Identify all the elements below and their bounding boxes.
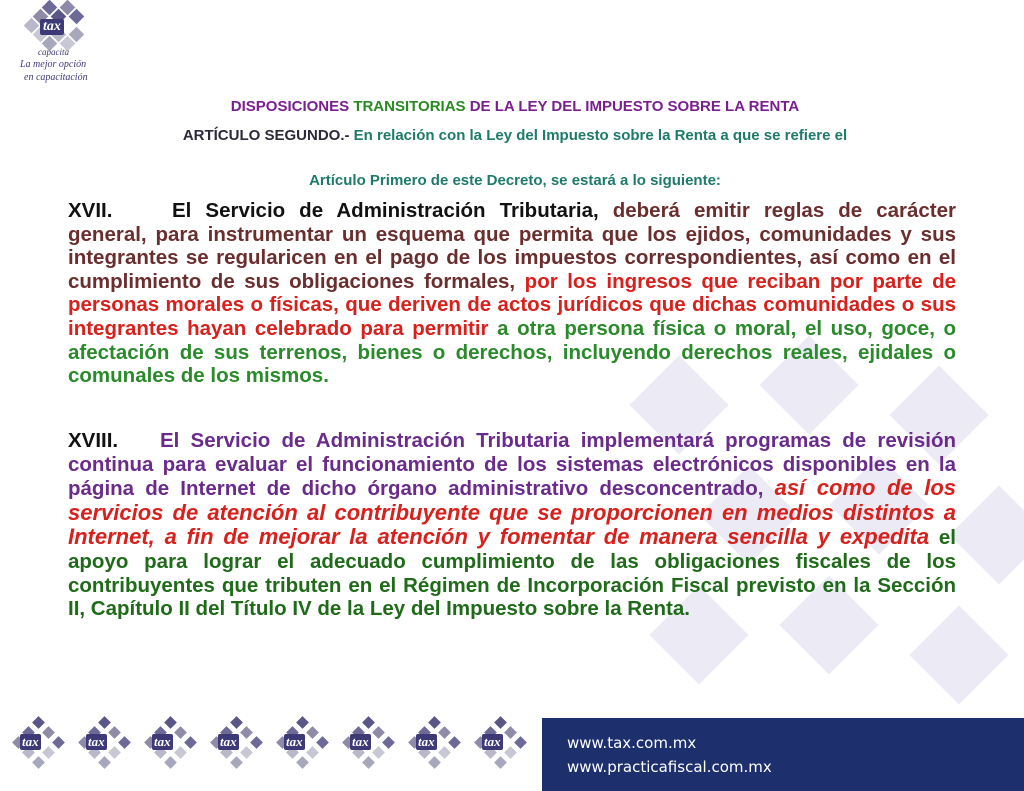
paragraph-segment: a otra persona física o moral, el uso, goce, o afectación de sus terrenos, bienes o derechos, incluyendo derechos reales, ejidales o comunales de los mismos. [68, 316, 956, 388]
article-label: ARTÍCULO SEGUNDO.- [182, 127, 354, 144]
logo-tagline-line1: La mejor opción [20, 59, 87, 70]
footer-logo-word: tax [352, 734, 369, 749]
paragraph-segment: El Servicio de Administración Tributaria, [172, 199, 613, 222]
footer-logo-word: tax [22, 734, 39, 749]
paragraph-xviii [68, 429, 956, 621]
footer-bar [542, 718, 1024, 791]
footer-logo [340, 718, 398, 774]
footer-logo [274, 718, 332, 774]
logo-word: tax [40, 19, 64, 35]
paragraph-segment: el apoyo para lograr el adecuado cumplimiento de las obligaciones fiscales de los contribuyentes que tributen en el Régimen de Incorporación Fiscal previsto en la Sección II, Capítulo II del Título IV de la Ley del Impuesto sobre la Renta. [68, 526, 956, 621]
heading-part: DISPOSICIONES [230, 98, 354, 115]
footer-logo-word: tax [484, 734, 501, 749]
footer-logo-word: tax [418, 734, 435, 749]
paragraph-number: XVII. [68, 199, 113, 222]
article-intro: En relación con la Ley del Impuesto sobre la Renta a que se refiere el [353, 127, 848, 144]
paragraph-segment: por los ingresos que reciban por parte de personas morales o físicas, que deriven de actos jurídicos que dichas comunidades o sus integrantes hayan celebrado para permitir [68, 269, 956, 340]
heading-line2 [60, 124, 970, 147]
website-link-tax[interactable]: www.tax.com.mx [567, 734, 697, 752]
heading-part: TRANSITORIAS [353, 98, 470, 115]
website-link-practicafiscal[interactable]: www.practicafiscal.com.mx [567, 758, 772, 776]
paragraph-segment: deberá emitir reglas de carácter general, para instrumentar un esquema que permita que los ejidos, comunidades y sus integrantes se regularicen en el pago de los impuestos correspondientes, así como en el cumplimiento de sus obligaciones formales, [68, 199, 956, 293]
footer-logo [76, 718, 134, 774]
footer-logo [208, 718, 266, 774]
paragraph-segment: así como de los servicios de atención al contribuyente que se proporcionen en medios distintos a Internet, a fin de mejorar la atención y fomentar de manera sencilla y expedita [68, 475, 956, 550]
footer-logo [10, 718, 68, 774]
heading-line3: Artículo Primero de este Decreto, se estará a lo siguiente: [309, 172, 721, 189]
footer-logo-word: tax [286, 734, 303, 749]
footer-logo-word: tax [88, 734, 105, 749]
heading-part: DE LA LEY DEL IMPUESTO SOBRE LA RENTA [469, 98, 800, 115]
paragraph-number: XVIII. [68, 429, 119, 452]
heading-line1 [60, 98, 970, 115]
footer-logo-strip [10, 718, 540, 774]
footer-logo [406, 718, 464, 774]
footer-logo [142, 718, 200, 774]
company-logo [14, 6, 94, 88]
logo-tagline-line2: en capacitación [24, 72, 88, 83]
paragraph-segment: El Servicio de Administración Tributaria implementará programas de revisión continua para evaluar el funcionamiento de los sistemas electrónicos disponibles en la página de Internet de dicho órgano administrativo desconcentrado, [68, 429, 956, 501]
footer-logo [472, 718, 530, 774]
logo-subtitle: capacita [38, 47, 69, 57]
footer-logo-word: tax [154, 734, 171, 749]
paragraph-xvii [68, 199, 956, 388]
footer-logo-word: tax [220, 734, 237, 749]
